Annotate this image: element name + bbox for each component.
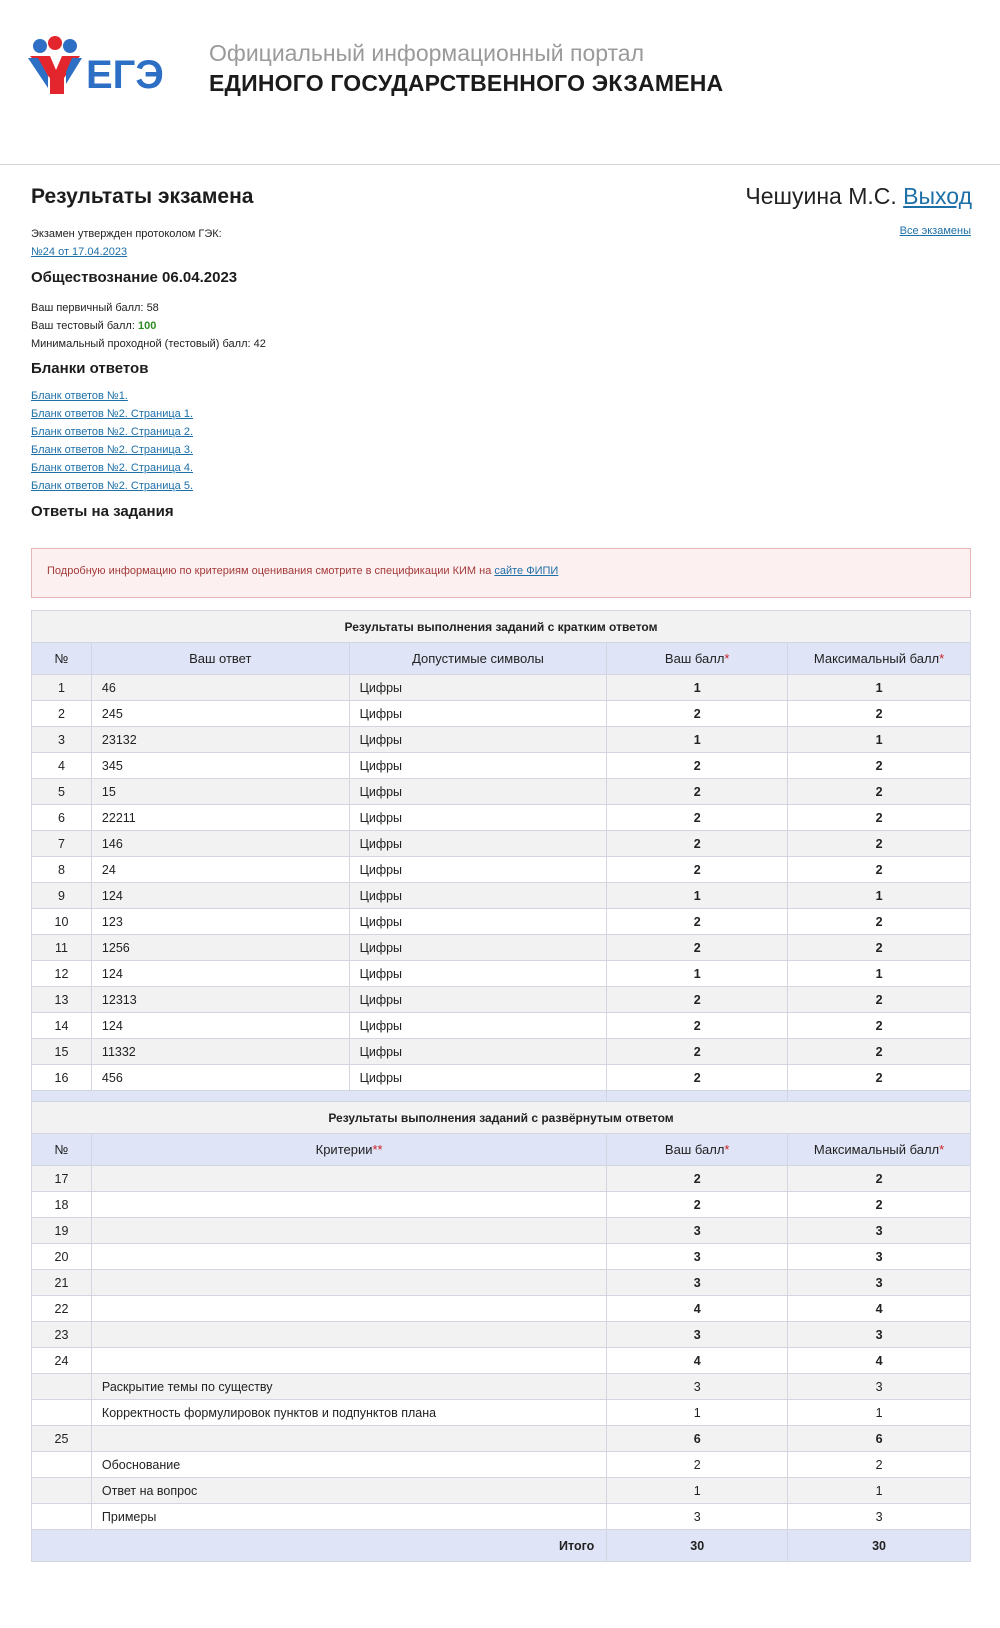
table-row: [32, 1426, 971, 1452]
blank-link-6[interactable]: Бланк ответов №2. Страница 5.: [31, 480, 194, 492]
allowed-symbols: Цифры: [349, 779, 607, 805]
svg-text:ЕГЭ: ЕГЭ: [86, 53, 164, 97]
your-score: 3: [607, 1322, 788, 1348]
task-number: 21: [32, 1270, 92, 1296]
long-answer-table: [31, 1101, 971, 1562]
table-row: [32, 1244, 971, 1270]
your-score: 1: [607, 675, 788, 701]
task-number: 9: [32, 883, 92, 909]
criterion: Примеры: [91, 1504, 606, 1530]
table-row: [32, 1065, 971, 1091]
protocol-link[interactable]: №24 от 17.04.2023: [31, 246, 128, 258]
max-score: 2: [788, 909, 971, 935]
table-row: [32, 1218, 971, 1244]
criterion: [91, 1192, 606, 1218]
max-score: 2: [788, 857, 971, 883]
table-row: [32, 805, 971, 831]
table-row: [32, 1039, 971, 1065]
your-score: 1: [607, 961, 788, 987]
criteria-alert: [31, 548, 971, 598]
max-score: 2: [788, 701, 971, 727]
task-number: [32, 1478, 92, 1504]
user-box: [745, 183, 972, 210]
allowed-symbols: Цифры: [349, 831, 607, 857]
your-score: 2: [607, 1065, 788, 1091]
col-score: Ваш балл*: [607, 1134, 788, 1166]
logout-link[interactable]: Выход: [903, 183, 972, 209]
max-score: 1: [788, 1400, 971, 1426]
blank-link-4[interactable]: Бланк ответов №2. Страница 3.: [31, 444, 194, 456]
all-exams-link[interactable]: Все экзамены: [899, 225, 971, 237]
table-row: [32, 961, 971, 987]
task-number: 17: [32, 1166, 92, 1192]
task-number: [32, 1374, 92, 1400]
your-score: 6: [607, 1426, 788, 1452]
criterion: Раскрытие темы по существу: [91, 1374, 606, 1400]
criterion: [91, 1270, 606, 1296]
your-score: 3: [607, 1244, 788, 1270]
criterion: [91, 1348, 606, 1374]
ege-logo[interactable]: [28, 36, 173, 98]
your-answer: 11332: [91, 1039, 349, 1065]
your-score: 2: [607, 935, 788, 961]
protocol-text: Экзамен утвержден протоколом ГЭК:: [31, 228, 222, 240]
allowed-symbols: Цифры: [349, 1039, 607, 1065]
allowed-symbols: Цифры: [349, 935, 607, 961]
task-number: [32, 1452, 92, 1478]
max-score: 3: [788, 1270, 971, 1296]
table-row: [32, 1013, 971, 1039]
criterion: Ответ на вопрос: [91, 1478, 606, 1504]
max-score: 3: [788, 1374, 971, 1400]
criterion: [91, 1166, 606, 1192]
your-score: 2: [607, 701, 788, 727]
task-number: 3: [32, 727, 92, 753]
table-row: [32, 909, 971, 935]
task-number: 1: [32, 675, 92, 701]
allowed-symbols: Цифры: [349, 987, 607, 1013]
table-row: [32, 727, 971, 753]
max-score: 1: [788, 1478, 971, 1504]
col-max: Максимальный балл*: [788, 1134, 971, 1166]
task-number: 18: [32, 1192, 92, 1218]
portal-title: ЕДИНОГО ГОСУДАРСТВЕННОГО ЭКЗАМЕНА: [209, 70, 724, 96]
blank-link-1[interactable]: Бланк ответов №1.: [31, 390, 128, 402]
task-number: 12: [32, 961, 92, 987]
your-answer: 123: [91, 909, 349, 935]
task-number: [32, 1504, 92, 1530]
col-answer: Ваш ответ: [91, 643, 349, 675]
table-row: [32, 831, 971, 857]
allowed-symbols: Цифры: [349, 805, 607, 831]
max-score: 3: [788, 1218, 971, 1244]
your-score: 3: [607, 1270, 788, 1296]
user-name: Чешуина М.С.: [745, 183, 897, 209]
your-answer: 456: [91, 1065, 349, 1091]
long-table-body: [32, 1166, 971, 1530]
your-answer: 24: [91, 857, 349, 883]
table-row: [32, 857, 971, 883]
task-number: 5: [32, 779, 92, 805]
page-title: Результаты экзамена: [31, 185, 254, 208]
short-answer-table: [31, 610, 971, 1123]
task-number: [32, 1400, 92, 1426]
task-number: 11: [32, 935, 92, 961]
task-number: 15: [32, 1039, 92, 1065]
task-number: 22: [32, 1296, 92, 1322]
col-symbols: Допустимые символы: [349, 643, 607, 675]
your-score: 2: [607, 753, 788, 779]
max-score: 2: [788, 1166, 971, 1192]
your-score: 2: [607, 857, 788, 883]
your-score: 1: [607, 727, 788, 753]
your-score: 2: [607, 909, 788, 935]
col-score: Ваш балл*: [607, 643, 788, 675]
your-answer: 124: [91, 883, 349, 909]
criterion: [91, 1296, 606, 1322]
task-number: 14: [32, 1013, 92, 1039]
your-answer: 46: [91, 675, 349, 701]
task-number: 6: [32, 805, 92, 831]
allowed-symbols: Цифры: [349, 961, 607, 987]
your-score: 2: [607, 1013, 788, 1039]
allowed-symbols: Цифры: [349, 1013, 607, 1039]
your-answer: 23132: [91, 727, 349, 753]
col-number: №: [32, 1134, 92, 1166]
your-answer: 12313: [91, 987, 349, 1013]
blank-link-3[interactable]: Бланк ответов №2. Страница 2.: [31, 426, 194, 438]
test-score-value: 100: [137, 320, 157, 332]
max-score: 1: [788, 961, 971, 987]
primary-score: Ваш первичный балл: 58: [31, 302, 159, 314]
table-row: [32, 1296, 971, 1322]
your-score: 1: [607, 1478, 788, 1504]
max-score: 2: [788, 987, 971, 1013]
table-row: [32, 1270, 971, 1296]
criterion: [91, 1322, 606, 1348]
your-score: 1: [607, 1400, 788, 1426]
allowed-symbols: Цифры: [349, 883, 607, 909]
your-score: 3: [607, 1374, 788, 1400]
min-score: Минимальный проходной (тестовый) балл: 42: [31, 338, 266, 350]
max-score: 2: [788, 779, 971, 805]
your-answer: 146: [91, 831, 349, 857]
table-row: [32, 1166, 971, 1192]
max-score: 2: [788, 1039, 971, 1065]
task-number: 23: [32, 1322, 92, 1348]
table-row: [32, 701, 971, 727]
total-label: Итого: [32, 1530, 607, 1562]
allowed-symbols: Цифры: [349, 675, 607, 701]
blanks-title: Бланки ответов: [31, 360, 149, 377]
your-score: 2: [607, 1039, 788, 1065]
col-criteria: Критерии**: [91, 1134, 606, 1166]
your-answer: 124: [91, 961, 349, 987]
your-score: 2: [607, 805, 788, 831]
test-score: Ваш тестовый балл: 100: [31, 320, 157, 332]
your-answer: 1256: [91, 935, 349, 961]
your-score: 2: [607, 831, 788, 857]
max-score: 4: [788, 1348, 971, 1374]
max-score: 2: [788, 1013, 971, 1039]
task-number: 20: [32, 1244, 92, 1270]
your-score: 2: [607, 779, 788, 805]
min-score-value: 42: [253, 338, 266, 350]
task-number: 13: [32, 987, 92, 1013]
table-row: [32, 1504, 971, 1530]
your-score: 2: [607, 1166, 788, 1192]
table-row: [32, 1452, 971, 1478]
allowed-symbols: Цифры: [349, 753, 607, 779]
blanks-list: [31, 387, 193, 495]
allowed-symbols: Цифры: [349, 727, 607, 753]
scores-block: [31, 299, 266, 353]
primary-score-value: 58: [146, 302, 159, 314]
your-answer: 124: [91, 1013, 349, 1039]
max-score: 1: [788, 727, 971, 753]
table-row: [32, 883, 971, 909]
criterion: [91, 1244, 606, 1270]
short-table-caption: Результаты выполнения заданий с кратким ответом: [32, 611, 971, 643]
max-score: 2: [788, 1065, 971, 1091]
short-table-body: [32, 675, 971, 1091]
max-score: 2: [788, 1192, 971, 1218]
table-row: [32, 779, 971, 805]
allowed-symbols: Цифры: [349, 701, 607, 727]
task-number: 19: [32, 1218, 92, 1244]
col-number: №: [32, 643, 92, 675]
long-table-total: [32, 1530, 971, 1562]
max-score: 1: [788, 675, 971, 701]
site-header: [0, 0, 1000, 165]
task-number: 16: [32, 1065, 92, 1091]
criterion: [91, 1426, 606, 1452]
max-score: 3: [788, 1504, 971, 1530]
your-score: 1: [607, 883, 788, 909]
task-number: 24: [32, 1348, 92, 1374]
task-number: 2: [32, 701, 92, 727]
your-score: 4: [607, 1296, 788, 1322]
criterion: [91, 1218, 606, 1244]
table-row: [32, 935, 971, 961]
long-table-caption: Результаты выполнения заданий с развёрнутым ответом: [32, 1102, 971, 1134]
your-answer: 22211: [91, 805, 349, 831]
task-number: 10: [32, 909, 92, 935]
alert-text: Подробную информацию по критериям оценивания смотрите в спецификации КИМ на: [47, 565, 495, 577]
your-score: 2: [607, 1192, 788, 1218]
task-number: 25: [32, 1426, 92, 1452]
max-score: 3: [788, 1244, 971, 1270]
total-max: 30: [788, 1530, 971, 1562]
task-number: 7: [32, 831, 92, 857]
exam-title: Обществознание 06.04.2023: [31, 269, 238, 286]
allowed-symbols: Цифры: [349, 1065, 607, 1091]
table-row: [32, 1348, 971, 1374]
allowed-symbols: Цифры: [349, 909, 607, 935]
table-row: [32, 753, 971, 779]
table-row: [32, 1478, 971, 1504]
table-row: [32, 675, 971, 701]
your-score: 3: [607, 1218, 788, 1244]
table-row: [32, 1374, 971, 1400]
criterion: Корректность формулировок пунктов и подпунктов плана: [91, 1400, 606, 1426]
table-row: [32, 1322, 971, 1348]
max-score: 4: [788, 1296, 971, 1322]
portal-title-block: [209, 38, 723, 98]
task-number: 4: [32, 753, 92, 779]
portal-subtitle: Официальный информационный портал: [209, 40, 645, 66]
fipi-link[interactable]: сайте ФИПИ: [494, 565, 559, 577]
max-score: 2: [788, 1452, 971, 1478]
max-score: 6: [788, 1426, 971, 1452]
table-row: [32, 1192, 971, 1218]
protocol-block: [31, 225, 222, 261]
your-answer: 15: [91, 779, 349, 805]
your-score: 3: [607, 1504, 788, 1530]
max-score: 2: [788, 831, 971, 857]
answers-title: Ответы на задания: [31, 503, 174, 520]
your-score: 2: [607, 1452, 788, 1478]
your-answer: 245: [91, 701, 349, 727]
table-row: [32, 987, 971, 1013]
max-score: 3: [788, 1322, 971, 1348]
your-score: 2: [607, 987, 788, 1013]
max-score: 2: [788, 805, 971, 831]
max-score: 2: [788, 935, 971, 961]
your-answer: 345: [91, 753, 349, 779]
col-max: Максимальный балл*: [788, 643, 971, 675]
total-score: 30: [607, 1530, 788, 1562]
max-score: 1: [788, 883, 971, 909]
max-score: 2: [788, 753, 971, 779]
table-row: [32, 1400, 971, 1426]
task-number: 8: [32, 857, 92, 883]
blank-link-5[interactable]: Бланк ответов №2. Страница 4.: [31, 462, 194, 474]
allowed-symbols: Цифры: [349, 857, 607, 883]
your-score: 4: [607, 1348, 788, 1374]
blank-link-2[interactable]: Бланк ответов №2. Страница 1.: [31, 408, 194, 420]
criterion: Обоснование: [91, 1452, 606, 1478]
